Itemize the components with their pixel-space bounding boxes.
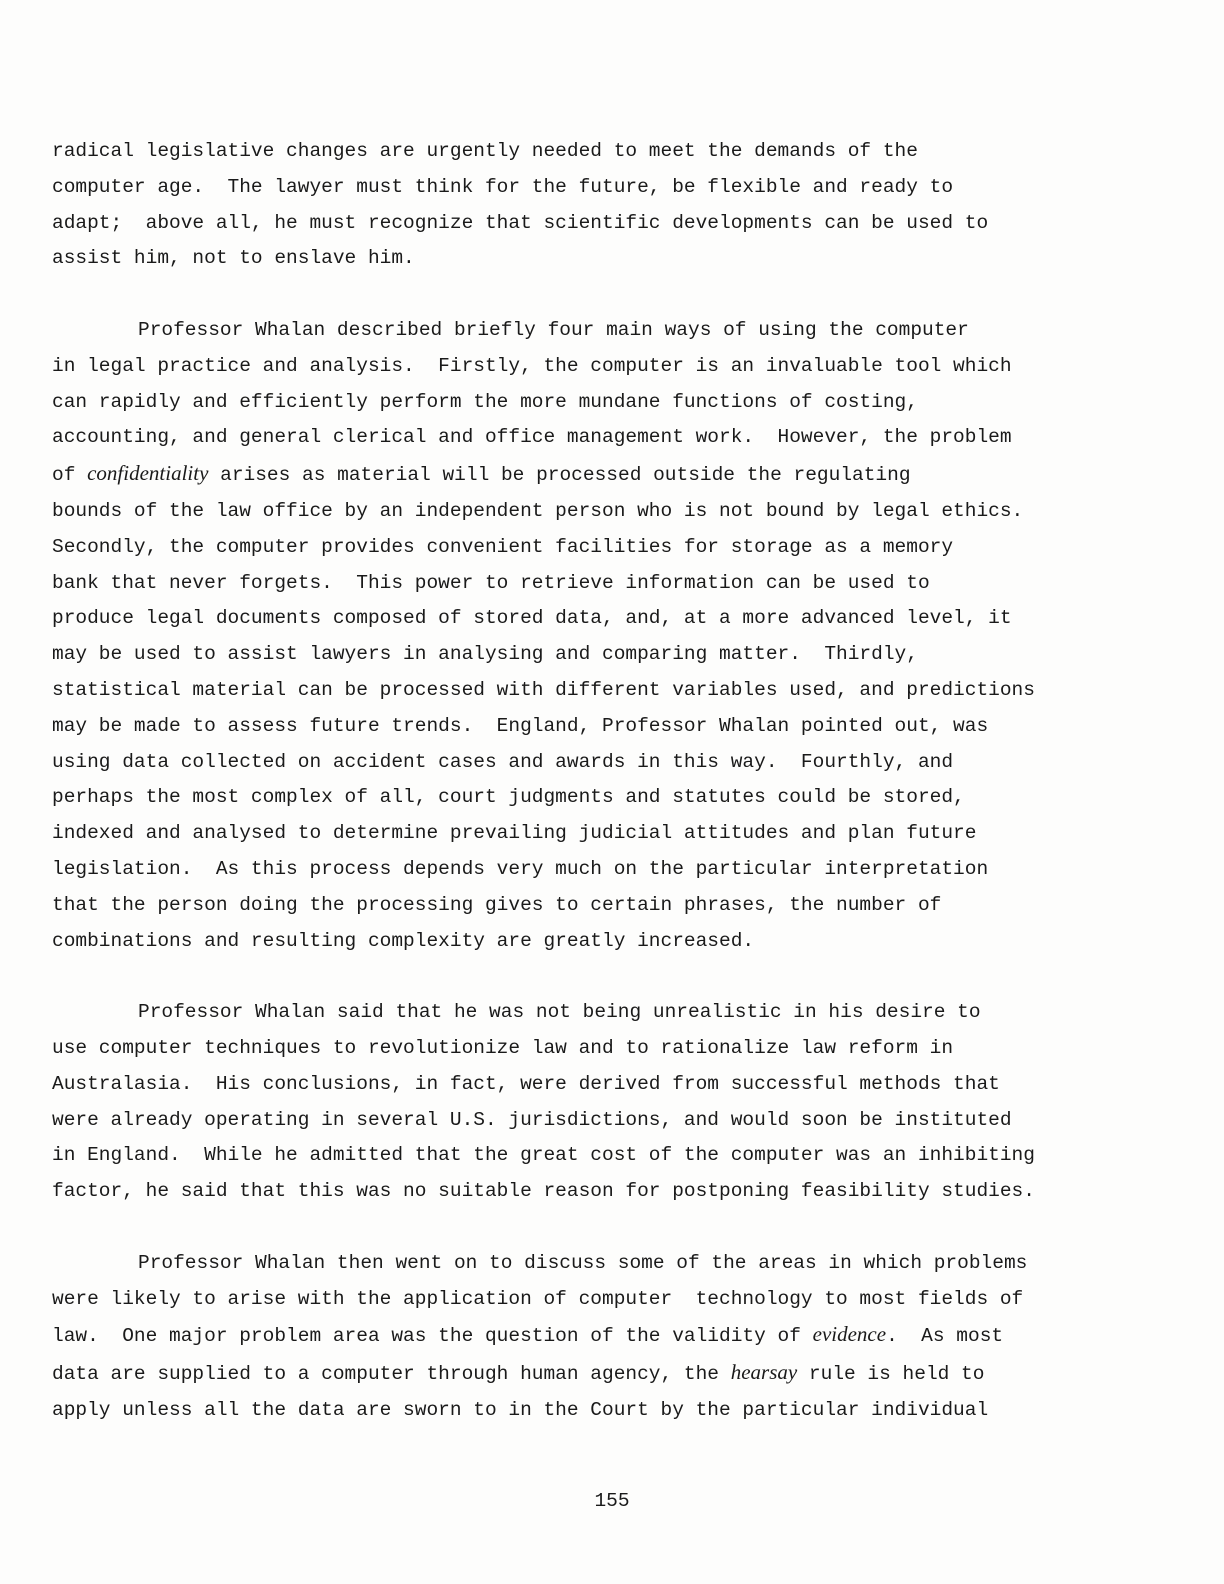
text-line: [52, 241, 1062, 277]
paragraph: [52, 134, 1062, 277]
text-run: in England. While he admitted that the great cost of the computer was an inhibiting: [52, 1144, 1035, 1167]
text-run: produce legal documents composed of stored data, and, at a more advanced level, it: [52, 607, 1012, 630]
text-line: [52, 349, 1062, 385]
paragraph: [52, 995, 1062, 1210]
text-line: [52, 816, 1062, 852]
text-run: legislation. As this process depends very much on the particular interpretation: [52, 857, 989, 880]
text-run: Professor Whalan then went on to discuss some of the areas in which problems: [138, 1251, 1028, 1274]
text-line: [52, 1138, 1062, 1174]
text-line: [52, 780, 1062, 816]
text-run: in legal practice and analysis. Firstly, the computer is an invaluable tool which: [52, 354, 1012, 377]
page-number: 155: [594, 1490, 630, 1512]
text-line: [52, 420, 1062, 456]
text-line: [52, 566, 1062, 602]
text-line: [52, 637, 1062, 673]
text-run: indexed and analysed to determine prevailing judicial attitudes and plan future: [52, 822, 977, 845]
emphasized-term: confidentiality: [87, 461, 209, 486]
text-line: [52, 924, 1062, 960]
text-run: . As most: [886, 1325, 1004, 1348]
text-line: [52, 494, 1062, 530]
text-run: bounds of the law office by an independent person who is not bound by legal ethics.: [52, 499, 1024, 522]
text-run: that the person doing the processing gives to certain phrases, the number of: [52, 893, 942, 916]
text-line: [52, 709, 1062, 745]
text-run: were already operating in several U.S. jurisdictions, and would soon be instituted: [52, 1108, 1012, 1131]
text-line: [52, 852, 1062, 888]
text-line: [52, 1174, 1062, 1210]
text-line: [52, 206, 1062, 242]
text-line: [52, 456, 1062, 494]
text-run: may be used to assist lawyers in analysing and comparing matter. Thirdly,: [52, 643, 918, 666]
text-run: apply unless all the data are sworn to in the Court by the particular individual: [52, 1398, 989, 1421]
text-line: [52, 530, 1062, 566]
text-run: accounting, and general clerical and office management work. However, the problem: [52, 426, 1012, 449]
text-line: [52, 1393, 1062, 1429]
emphasized-term: evidence: [812, 1322, 887, 1347]
text-line: [52, 170, 1062, 206]
text-run: assist him, not to enslave him.: [52, 247, 415, 270]
text-run: bank that never forgets. This power to retrieve information can be used to: [52, 571, 930, 594]
text-run: factor, he said that this was no suitable reason for postponing feasibility studies.: [52, 1180, 1035, 1203]
text-line: [52, 1282, 1062, 1318]
text-run: using data collected on accident cases and awards in this way. Fourthly, and: [52, 750, 954, 773]
text-line: [52, 134, 1062, 170]
text-line: [52, 1103, 1062, 1139]
text-run: radical legislative changes are urgently needed to meet the demands of the: [52, 140, 918, 162]
text-line: [52, 1067, 1062, 1103]
text-line: [52, 1246, 1062, 1282]
text-run: rule is held to: [797, 1363, 985, 1386]
text-run: Professor Whalan said that he was not being unrealistic in his desire to: [138, 1001, 981, 1024]
text-run: may be made to assess future trends. England, Professor Whalan pointed out, was: [52, 714, 989, 737]
text-run: Secondly, the computer provides convenient facilities for storage as a memory: [52, 535, 954, 558]
text-line: [52, 745, 1062, 781]
text-line: [52, 313, 1062, 349]
text-run: Professor Whalan described briefly four main ways of using the computer: [138, 318, 969, 341]
text-run: adapt; above all, he must recognize that scientific developments can be used to: [52, 211, 989, 234]
paragraph: [52, 313, 1062, 959]
text-run: statistical material can be processed with different variables used, and predictions: [52, 678, 1035, 701]
text-run: can rapidly and efficiently perform the more mundane functions of costing,: [52, 390, 918, 413]
text-run: perhaps the most complex of all, court judgments and statutes could be stored,: [52, 786, 965, 809]
emphasized-term: hearsay: [730, 1360, 798, 1385]
text-line: [52, 888, 1062, 924]
text-run: combinations and resulting complexity are greatly increased.: [52, 929, 755, 952]
text-line: [52, 995, 1062, 1031]
text-line: [52, 601, 1062, 637]
text-run: of: [52, 464, 88, 487]
paragraph: [52, 1246, 1062, 1429]
text-run: Australasia. His conclusions, in fact, were derived from successful methods that: [52, 1072, 1000, 1095]
document-body: [52, 134, 1062, 1464]
text-line: [52, 673, 1062, 709]
text-run: use computer techniques to revolutionize law and to rationalize law reform in: [52, 1036, 954, 1059]
text-run: data are supplied to a computer through human agency, the: [52, 1363, 731, 1386]
text-run: computer age. The lawyer must think for the future, be flexible and ready to: [52, 175, 954, 198]
text-run: arises as material will be processed outside the regulating: [208, 464, 911, 487]
text-run: were likely to arise with the application of computer technology to most fields of: [52, 1287, 1024, 1310]
text-run: law. One major problem area was the question of the validity of: [52, 1325, 813, 1348]
text-line: [52, 1031, 1062, 1067]
text-line: [52, 1355, 1062, 1393]
text-line: [52, 1317, 1062, 1355]
text-line: [52, 385, 1062, 421]
